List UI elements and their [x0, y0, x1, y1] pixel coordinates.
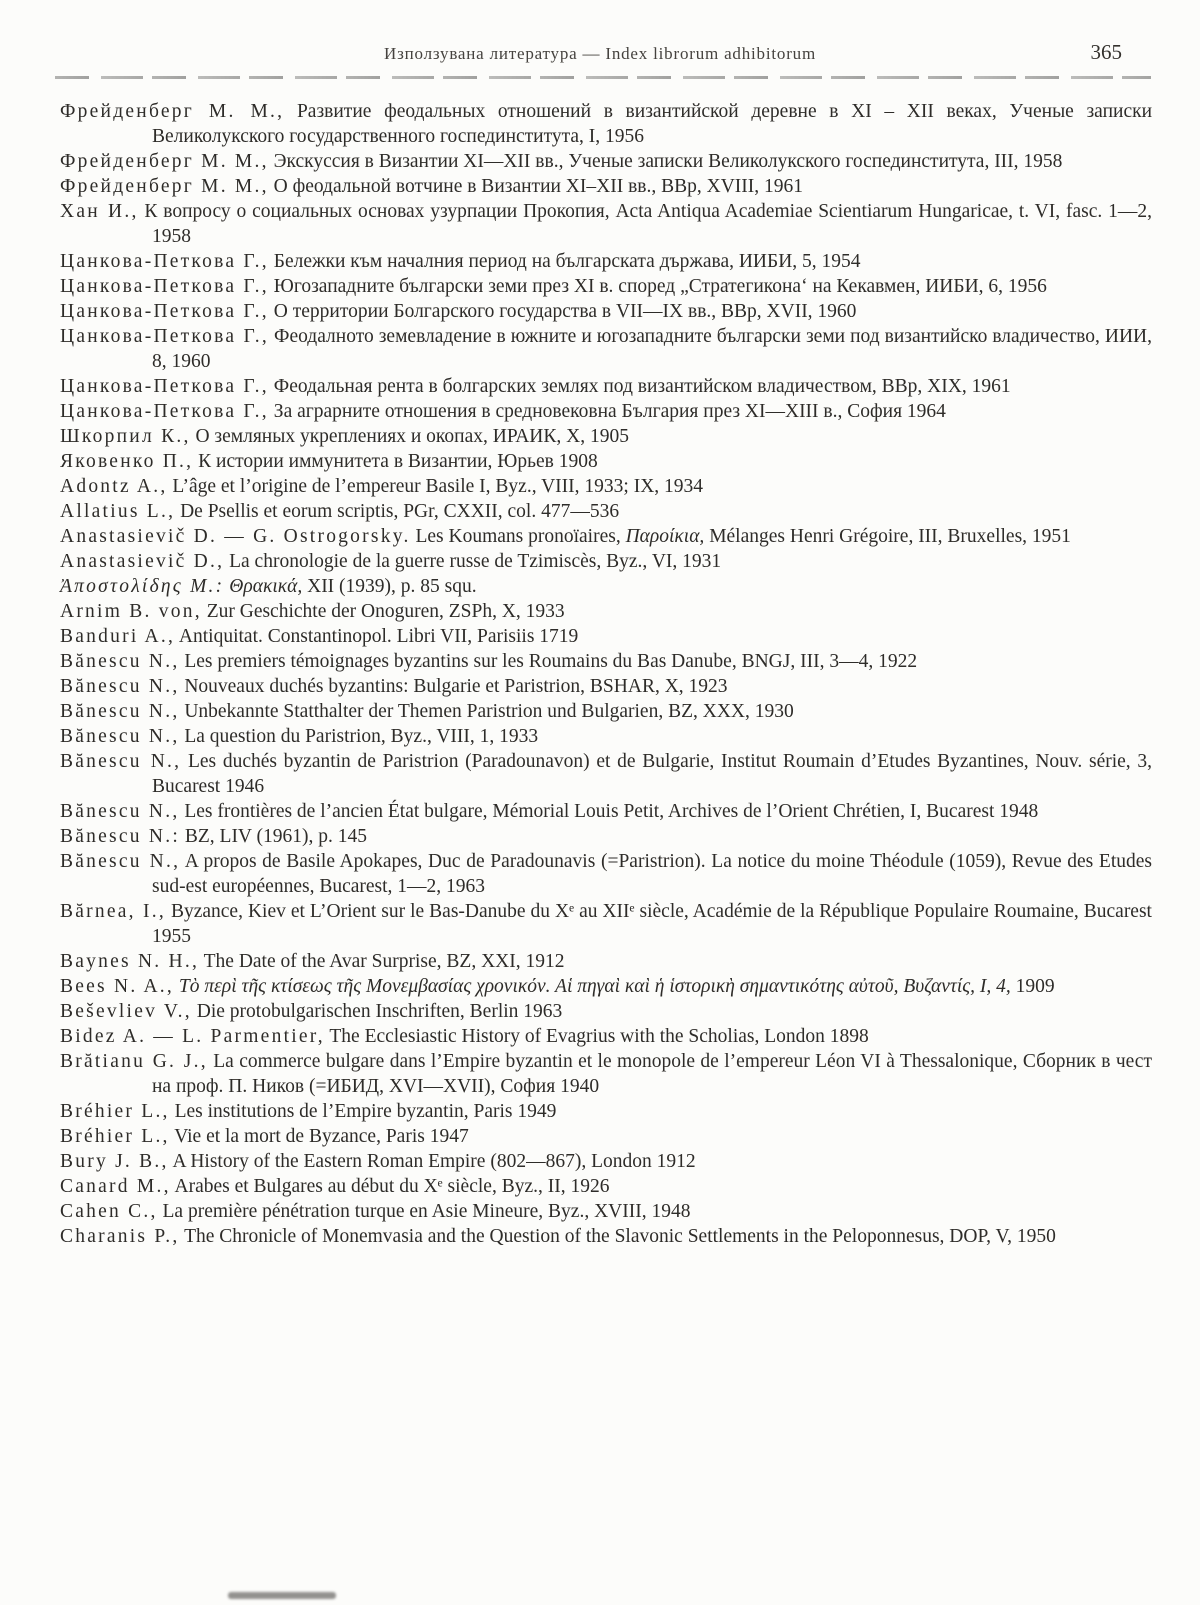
bibliography-entry — [60, 449, 1152, 474]
entry-author: Цанкова-Петкова Г., — [60, 376, 269, 397]
bibliography-entry — [60, 674, 1152, 699]
bibliography-entry — [60, 624, 1152, 649]
entry-text: Феодалното земевладение в южните и югозападните български земи под византийско владичество, ИИИ, 8, 1960 — [152, 326, 1152, 372]
entry-author: Ἀποστολίδης Μ.: — [60, 576, 225, 597]
entry-text: Развитие феодальных отношений в византийской деревне в XI – XII веках, Ученые записки Великолукского государственного госпединститута, I, 1956 — [152, 101, 1153, 147]
entry-text: Byzance, Kiev et L’Orient sur le Bas-Danube du Xᵉ au XIIᵉ siècle, Académie de la République Populaire Roumaine, Bucarest 1955 — [152, 901, 1152, 947]
bibliography-entry — [60, 424, 1152, 449]
entry-text: Les premiers témoignages byzantins sur les Roumains du Bas Danube, BNGJ, III, 3—4, 1922 — [179, 651, 918, 672]
entry-text: Unbekannte Statthalter der Themen Paristrion und Bulgarien, BZ, XXX, 1930 — [179, 701, 794, 722]
entry-text: За аграрните отношения в средновековна България през XI—XIII в., София 1964 — [268, 401, 946, 422]
entry-author: Bănescu N.: — [60, 826, 180, 847]
bibliography-entry — [60, 1024, 1152, 1049]
entry-author: Anastasievič D. — G. Ostrogorsky. — [60, 526, 411, 547]
entry-author: Brătianu G. J., — [60, 1051, 208, 1072]
bibliography-entry — [60, 599, 1152, 624]
bibliography-entry — [60, 274, 1152, 299]
entry-text: Vie et la mort de Byzance, Paris 1947 — [169, 1126, 469, 1147]
bibliography-entry — [60, 399, 1152, 424]
entry-author: Bănescu N., — [60, 851, 181, 872]
entry-author: Bănescu N., — [60, 701, 180, 722]
bibliography-entry — [60, 549, 1152, 574]
bibliography-entry — [60, 1174, 1152, 1199]
bibliography-list — [60, 99, 1152, 1249]
entry-text: К истории иммунитета в Византии, Юрьев 1908 — [193, 451, 598, 472]
entry-author: Цанкова-Петкова Г., — [60, 301, 269, 322]
entry-author: Bréhier L., — [60, 1101, 170, 1122]
scan-artifact-smudge — [228, 1592, 336, 1599]
entry-text: Les frontières de l’ancien État bulgare, Mémorial Louis Petit, Archives de l’Orient Chrétien, I, Bucarest 1948 — [179, 801, 1039, 822]
entry-text: К вопросу о социальных основах узурпации Прокопия, Acta Antiqua Academiae Scientiarum Hungaricae, t. VI, fasc. 1—2, 1958 — [138, 201, 1152, 247]
bibliography-entry — [60, 174, 1152, 199]
entry-author: Цанкова-Петкова Г., — [60, 401, 269, 422]
entry-title-italic: Παροίκια, — [625, 526, 705, 547]
bibliography-entry — [60, 99, 1152, 149]
entry-text: Бележки към началния период на българската държава, ИИБИ, 5, 1954 — [268, 251, 861, 272]
entry-text: Les Koumans pronoïaires, — [410, 526, 626, 547]
entry-author: Bidez A. — L. Parmentier, — [60, 1026, 325, 1047]
bibliography-entry — [60, 1149, 1152, 1174]
entry-author: Arnim B. von, — [60, 601, 202, 622]
bibliography-entry — [60, 299, 1152, 324]
entry-text: La commerce bulgare dans l’Empire byzantin et le monopole de l’empereur Léon VI à Thessalonique, Сборник в чест на проф. П. Ников (=ИБИД, XVI—XVII), София 1940 — [152, 1051, 1152, 1097]
entry-author: Хан И., — [60, 201, 139, 222]
entry-text: La question du Paristrion, Byz., VIII, 1, 1933 — [179, 726, 539, 747]
entry-author: Baynes N. H., — [60, 951, 200, 972]
entry-author: Яковенко П., — [60, 451, 194, 472]
bibliography-entry — [60, 524, 1152, 549]
entry-text: Феодальная рента в болгарских землях под византийском владичеством, ВВр, XIX, 1961 — [268, 376, 1011, 397]
entry-author: Bănescu N., — [60, 726, 180, 747]
entry-text: The Ecclesiastic History of Evagrius with the Scholias, London 1898 — [324, 1026, 869, 1047]
bibliography-entry — [60, 974, 1152, 999]
bibliography-entry — [60, 649, 1152, 674]
bibliography-entry — [60, 1124, 1152, 1149]
entry-author: Bănescu N., — [60, 651, 180, 672]
bibliography-entry — [60, 1224, 1152, 1249]
entry-author: Цанкова-Петкова Г., — [60, 276, 269, 297]
entry-text: Les duchés byzantin de Paristrion (Paradounavon) et de Bulgarie, Institut Roumain d’Etudes Byzantines, Nouv. série, 3, Bucarest 1946 — [152, 751, 1153, 797]
bibliography-entry — [60, 374, 1152, 399]
entry-author: Cahen C., — [60, 1201, 158, 1222]
bibliography-entry — [60, 199, 1152, 249]
bibliography-entry — [60, 574, 1152, 599]
entry-author: Bréhier L., — [60, 1126, 170, 1147]
entry-text: Les institutions de l’Empire byzantin, Paris 1949 — [169, 1101, 557, 1122]
bibliography-entry — [60, 149, 1152, 174]
entry-title-italic: Θρακικά, — [229, 576, 303, 597]
bibliography-entry — [60, 799, 1152, 824]
entry-author: Banduri A., — [60, 626, 176, 647]
entry-text: Die protobulgarischen Inschriften, Berlin 1963 — [191, 1001, 563, 1022]
entry-text: О земляных укреплениях и окопах, ИРАИК, X, 1905 — [190, 426, 629, 447]
entry-author: Bănescu N., — [60, 751, 182, 772]
entry-text: Zur Geschichte der Onoguren, ZSPh, X, 1933 — [201, 601, 565, 622]
entry-author: Adontz A., — [60, 476, 168, 497]
entry-author: Beševliev V., — [60, 1001, 192, 1022]
entry-author: Bănescu N., — [60, 676, 180, 697]
entry-text: Nouveaux duchés byzantins: Bulgarie et Paristrion, BSHAR, X, 1923 — [179, 676, 728, 697]
entry-author: Фрейденберг М. М., — [60, 151, 269, 172]
header-rule — [55, 76, 1151, 79]
entry-author: Bees N. A., — [60, 976, 175, 997]
entry-author: Шкорпил К., — [60, 426, 191, 447]
bibliography-entry — [60, 849, 1152, 899]
entry-text: Югозападните български земи през XI в. според „Стратегикона‘ на Кекавмен, ИИБИ, 6, 1956 — [268, 276, 1047, 297]
entry-author: Bury J. B., — [60, 1151, 169, 1172]
bibliography-entry — [60, 949, 1152, 974]
entry-text: La chronologie de la guerre russe de Tzimiscès, Byz., VI, 1931 — [224, 551, 722, 572]
entry-text: Arabes et Bulgares au début du Xᵉ siècle, Byz., II, 1926 — [170, 1176, 610, 1197]
entry-text: Mélanges Henri Grégoire, III, Bruxelles, 1951 — [704, 526, 1071, 547]
entry-text: A History of the Eastern Roman Empire (802—867), London 1912 — [168, 1151, 696, 1172]
entry-title-italic: Τὸ περὶ τῆς κτίσεως τῆς Μονεμβασίας χρονικόν. Αἱ πηγαὶ καὶ ἡ ἱστορικὴ σημαντικότης αὐτοῦ, Βυζαντίς, I, 4, — [178, 976, 1011, 997]
bibliography-entry — [60, 1099, 1152, 1124]
bibliography-entry — [60, 1049, 1152, 1099]
entry-author: Anastasievič D., — [60, 551, 225, 572]
entry-author: Bărnea, I., — [60, 901, 166, 922]
entry-text: Antiquitat. Constantinopol. Libri VII, Parisiis 1719 — [175, 626, 579, 647]
entry-text: 1909 — [1010, 976, 1055, 997]
entry-text: The Date of the Avar Surprise, BZ, XXI, 1912 — [199, 951, 565, 972]
entry-author: Charanis P., — [60, 1226, 180, 1247]
entry-author: Фрейденберг М. М., — [60, 176, 269, 197]
entry-text: L’âge et l’origine de l’empereur Basile I, Byz., VIII, 1933; IX, 1934 — [167, 476, 704, 497]
entry-text: XII (1939), p. 85 squ. — [302, 576, 477, 597]
bibliography-entry — [60, 249, 1152, 274]
entry-text: О феодальной вотчине в Византии XI–XII вв., ВВр, XVIII, 1961 — [268, 176, 804, 197]
bibliography-entry — [60, 499, 1152, 524]
bibliography-entry — [60, 724, 1152, 749]
bibliography-entry — [60, 1199, 1152, 1224]
bibliography-entry — [60, 899, 1152, 949]
entry-text: О территории Болгарского государства в VII—IX вв., ВВр, XVII, 1960 — [268, 301, 857, 322]
bibliography-entry — [60, 824, 1152, 849]
entry-author: Allatius L., — [60, 501, 176, 522]
entry-text: The Chronicle of Monemvasia and the Question of the Slavonic Settlements in the Peloponnesus, DOP, V, 1950 — [179, 1226, 1056, 1247]
entry-author: Bănescu N., — [60, 801, 180, 822]
entry-text: Экскуссия в Византии XI—XII вв., Ученые записки Великолукского госпединститута, III, 1958 — [268, 151, 1063, 172]
entry-author: Цанкова-Петкова Г., — [60, 326, 270, 347]
entry-text: De Psellis et eorum scriptis, PGr, CXXII, col. 477—536 — [175, 501, 620, 522]
bibliography-entry — [60, 999, 1152, 1024]
bibliography-entry — [60, 699, 1152, 724]
bibliography-entry — [60, 474, 1152, 499]
running-head-title: Използувана литература — Index librorum adhibitorum — [384, 44, 816, 63]
entry-text: BZ, LIV (1961), p. 145 — [179, 826, 368, 847]
entry-text: La première pénétration turque en Asie Mineure, Byz., XVIII, 1948 — [157, 1201, 691, 1222]
entry-author: Canard M., — [60, 1176, 171, 1197]
entry-text: A propos de Basile Apokapes, Duc de Paradounavis (=Paristrion). La notice du moine Théodule (1059), Revue des Etudes sud-est européennes, Bucarest, 1—2, 1963 — [152, 851, 1152, 897]
page-number: 365 — [1090, 40, 1122, 64]
bibliography-entry — [60, 749, 1152, 799]
entry-author: Фрейденберг М. М., — [60, 101, 285, 122]
entry-author: Цанкова-Петкова Г., — [60, 251, 269, 272]
bibliography-entry — [60, 324, 1152, 374]
